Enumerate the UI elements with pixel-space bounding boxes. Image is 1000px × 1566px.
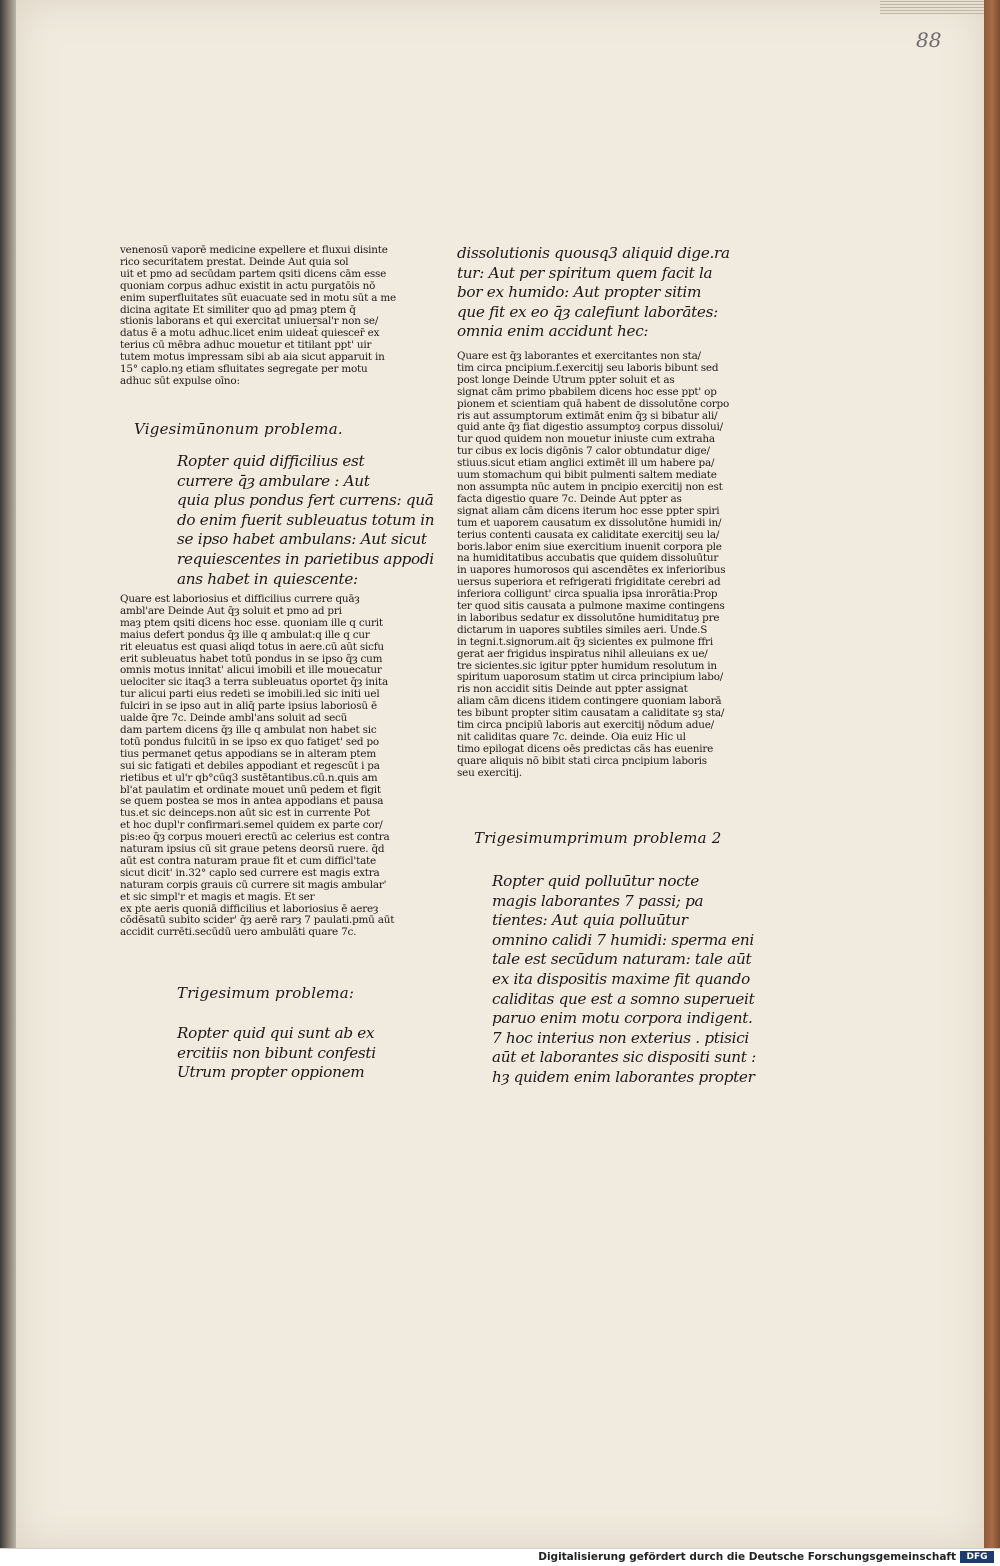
page-stack-edge — [880, 0, 984, 14]
text-line: non assumpta nūc autem in pncipio exercitij non est — [457, 480, 723, 493]
text-line: stiuus.sicut etiam anglici extimēt ill um habere pa/ — [457, 457, 715, 470]
problem-31-text — [492, 872, 756, 1088]
text-line: tur: Aut per spiritum quem facit la — [457, 263, 713, 282]
text-line: na humiditatibus accubatis que quidem dissoluūtur — [457, 552, 719, 565]
text-line: seu exercitij. — [457, 766, 522, 779]
text-line: rietibus et ul'r qb°cūq3 sustētantibus.cū.n.quis am — [120, 771, 378, 784]
text-line: maius defert pondus q̄ȝ ille q ambulat:q ille q cur — [120, 628, 370, 641]
text-line: tur cibus ex locis digōnis 7 calor obtundatur dige/ — [457, 445, 710, 458]
text-line: signat aliam cām dicens iterum hoc esse ppter spiri — [457, 504, 720, 517]
text-line: Quare est laboriosius et difficilius currere quāȝ — [120, 593, 360, 605]
text-line: boris.labor enim siue exercitium inuenit corpora ple — [457, 540, 722, 553]
text-line: sui sic fatigati et debiles appodiant et regescūt i pa — [120, 759, 380, 772]
text-line: 15° caplo.nȝ etiam sfluitates segregate per motu — [120, 363, 368, 376]
problem-heading-29: Vigesimūnonum problema. — [134, 420, 343, 438]
text-line: ris aut assumptorum extimāt enim q̄ȝ si bibatur ali/ — [457, 409, 718, 422]
text-line: Quare est q̄ȝ laborantes et exercitantes non sta/ — [457, 350, 701, 362]
text-line: Ropter quid polluūtur nocte — [492, 872, 699, 890]
text-line: in tegni.t.signorum.ait q̄ȝ sicientes ex pulmone ffri — [457, 635, 713, 648]
text-line: aūt et laborantes sic dispositi sunt : — [492, 1048, 756, 1067]
text-line: ter quod sitis causata a pulmone maxime contingens — [457, 600, 725, 613]
text-line: et hoc dupl'r confirmari.semel quidem ex parte cor/ — [120, 819, 383, 832]
text-line: enim superfluitates sūt euacuate sed in motu sūt a me — [120, 291, 396, 304]
text-line: quare aliquis nō bibit stati circa pncipium laboris — [457, 754, 707, 767]
text-line: ercitiis non bibunt confesti — [177, 1043, 376, 1062]
text-line: ris non accidit sitis Deinde aut ppter assignat — [457, 683, 688, 696]
text-line: tientes: Aut quia polluūtur — [492, 911, 688, 930]
text-line: pis:eo q̄ȝ corpus moueri erectū ac celerius est contra — [120, 831, 390, 844]
problem-heading-31: Trigesimumprimum problema 2 — [474, 829, 722, 847]
text-line: uum stomachum qui bibit pulmenti saltem mediate — [457, 469, 717, 482]
folio-number: 88 — [916, 28, 942, 52]
problem-30-text — [177, 1024, 376, 1083]
text-line: quia plus pondus fert currens: quā — [177, 491, 434, 510]
text-line: nit caliditas quare 7c. deinde. Oia euiz Hic ul — [457, 731, 686, 743]
text-line: signat cām primo pbabilem dicens hoc esse ppt' op — [457, 385, 717, 398]
text-line: terius cū mēbra adhuc mouetur et titilant ppt' uir — [120, 339, 372, 352]
text-line: erit subleuatus habet totū pondus in se ipso q̄ȝ cum — [120, 652, 383, 665]
text-line: rit eleuatus est quasi aliqd totus in aere.cū aūt sicfu — [120, 640, 384, 653]
text-line: 7 hoc interius non exterius . ptisici — [492, 1028, 749, 1047]
text-line: tutem motus impressam sibi ab aia sicut apparuit in — [120, 351, 385, 364]
text-line: totū pondus fulcitū in se ipso ex quo fatiget' sed po — [120, 735, 379, 748]
text-line: currere q̄ȝ ambulare : Aut — [177, 471, 370, 490]
footer-bar — [0, 1548, 1000, 1566]
text-line: se ipso habet ambulans: Aut sicut — [177, 530, 427, 549]
text-line: in laboribus sedatur ex dissolutōne humiditatuȝ pre — [457, 611, 720, 624]
text-line: tur alicui parti eius redeti se imobili.led sic initi uel — [120, 688, 380, 701]
text-line: tius permanet qetus appodians se in alteram ptem — [120, 747, 377, 760]
left-column-top-commentary — [120, 244, 396, 388]
text-line: hȝ quidem enim laborantes propter — [492, 1067, 755, 1086]
text-line: omnis motus innitat' alicui imobili et ille mouecatur — [120, 664, 382, 677]
text-line: uit et pmo ad secūdam partem qsiti dicens cām esse — [120, 267, 387, 280]
text-line: tre sicientes.sic igitur ppter humidum resolutum in — [457, 659, 717, 672]
dfg-logo: DFG — [960, 1551, 994, 1563]
text-line: timo epilogat dicens oēs predictas cās has euenire — [457, 742, 714, 755]
text-line: dictarum in uapores subtiles similes aeri. Unde.S — [457, 623, 708, 636]
text-line: maȝ ptem qsiti dicens hoc esse. quoniam ille q curit — [120, 616, 383, 629]
text-line: adhuc sūt expulse oīno: — [120, 374, 240, 387]
text-line: ex ita dispositis maxime fit quando — [492, 969, 750, 988]
problem-heading-30: Trigesimum problema: — [177, 984, 355, 1002]
text-line: bl'at paulatim et ordinate mouet unū pedem et figit — [120, 783, 381, 796]
text-line: in uapores humorosos qui ascendētes ex inferioribus — [457, 564, 726, 577]
text-line: et sic simpl'r et magis et magis. Et ser — [120, 890, 315, 903]
text-line: ex pte aeris quoniā difficilius et laboriosius ē aereȝ — [120, 902, 379, 915]
text-line: Ropter quid qui sunt ab ex — [177, 1024, 375, 1042]
text-line: se quem postea se mos in antea appodians et pausa — [120, 795, 384, 808]
text-line: naturam corpis grauis cū currere sit magis ambular' — [120, 878, 387, 891]
text-line: tes bibunt propter sitim causatam a caliditate sȝ sta/ — [457, 707, 725, 720]
text-line: caliditas que est a somno superueit — [492, 989, 755, 1008]
right-binding-edge — [984, 0, 1000, 1548]
text-line: bor ex humido: Aut propter sitim — [457, 283, 702, 302]
text-line: tum et uaporem causatum ex dissolutōne humidi in/ — [457, 516, 722, 529]
text-line: magis laborantes 7 passi; pa — [492, 891, 704, 910]
text-line: pionem et scientiam quā habent de dissolutōne corpo — [457, 397, 730, 410]
text-line: sicut dicit' in.32° caplo sed currere est magis extra — [120, 866, 380, 879]
text-line: ualde q̄re 7c. Deinde ambl'ans soluit ad secū — [120, 712, 348, 725]
text-line: dissolutionis quousq3 aliquid dige.ra — [457, 244, 730, 262]
problem-30-commentary — [457, 350, 730, 780]
text-line: aliam cām dicens itidem contingere quoniam laborā — [457, 695, 722, 708]
text-line: tale est secūdum naturam: tale aūt — [492, 950, 752, 969]
text-line: stionis laborans et qui exercitat̄ uniuersal'r non se/ — [120, 315, 379, 328]
footer-credit: Digitalisierung gefördert durch die Deutsche Forschungsgemeinschaft — [538, 1551, 956, 1563]
text-line: Utrum propter oppionem — [177, 1063, 365, 1082]
text-line: inferiora colligunt' circa spualia ipsa inrorātia:Prop — [457, 588, 718, 601]
text-line: quid ante q̄ȝ fiat digestio assumptoȝ corpus dissolui/ — [457, 421, 723, 434]
text-line: Ropter quid difficilius est — [177, 452, 365, 470]
problem-29-text — [177, 452, 435, 589]
text-line: spiritum uaporosum statim ut circa principium labo/ — [457, 671, 724, 684]
text-line: ambl'are Deinde Aut q̄ȝ soluit et pmo ad pri — [120, 604, 342, 617]
text-line: requiescentes in parietibus appodi — [177, 549, 434, 568]
text-line: uelociter sic itaq3 a terra subleuatus oportet q̄ȝ inita — [120, 676, 388, 689]
text-line: accidit currēti.secūdū uero ambulāti quare 7c. — [120, 926, 357, 939]
problem-29-commentary — [120, 593, 395, 939]
text-line: que fit ex eo q̄ȝ calefiunt laborātes: — [457, 302, 718, 321]
text-line: datus ē a motu adhuc.licet enim uideat̄ quiescer̄ ex — [120, 327, 380, 340]
text-line: omnia enim accidunt hec: — [457, 322, 649, 341]
text-line: tim circa pncipium.f.exercitij seu laboris bibunt sed — [457, 361, 719, 374]
text-line: facta digestio quare 7c. Deinde Aut ppter as — [457, 492, 682, 505]
text-line: uersus superiora et refrigerati frigiditate cerebri ad — [457, 576, 721, 589]
text-line: terius contenti causata ex caliditate exercitij seu la/ — [457, 528, 720, 541]
text-line: ans habet in quiescente: — [177, 569, 358, 588]
text-line: tim circa pncipiū laboris aut exercitij nōdum adue/ — [457, 719, 714, 732]
text-line: dam partem dicens q̄ȝ ille q ambulat non habet sic — [120, 723, 377, 736]
text-line: tus.et sic deinceps.non aūt sic est in currente Pot — [120, 807, 371, 820]
text-line: venenosū vaporē medicine expellere et fluxui disinte — [120, 244, 388, 256]
text-line: dicina agitate Et similiter quo ad pmaȝ ptem q̄ — [120, 303, 356, 316]
text-line: post longe Deinde Utrum ppter soluit et as — [457, 373, 675, 386]
text-line: naturam ipsius cū sit graue petens deorsū ruere. q̄d — [120, 843, 385, 856]
text-line: fulciri in se ipso aut in aliq̄ parte ipsius laboriosū ē — [120, 700, 377, 713]
text-line: tur quod quidem non mouetur iniuste cum extraha — [457, 433, 715, 446]
text-line: rico securitatem prestat. Deinde Aut quia sol — [120, 255, 349, 268]
text-line: quoniam corpus adhuc existit in actu purgatōis nō — [120, 279, 376, 292]
text-line: omnino calidi 7 humidi: sperma eni — [492, 930, 754, 949]
text-line: cōdēsatū subito scider' q̄ȝ aerē rarȝ 7 paulati.pmū aūt — [120, 914, 395, 927]
text-line: gerat aer frigidus inspiratus nihil alleuians ex ue/ — [457, 647, 708, 660]
text-line: paruo enim motu corpora indigent. — [492, 1009, 753, 1028]
right-column-top-text — [457, 244, 730, 342]
text-line: aūt est contra naturam praue fit et cum difficl'tate — [120, 854, 376, 867]
text-line: do enim fuerit subleuatus totum in — [177, 510, 435, 529]
